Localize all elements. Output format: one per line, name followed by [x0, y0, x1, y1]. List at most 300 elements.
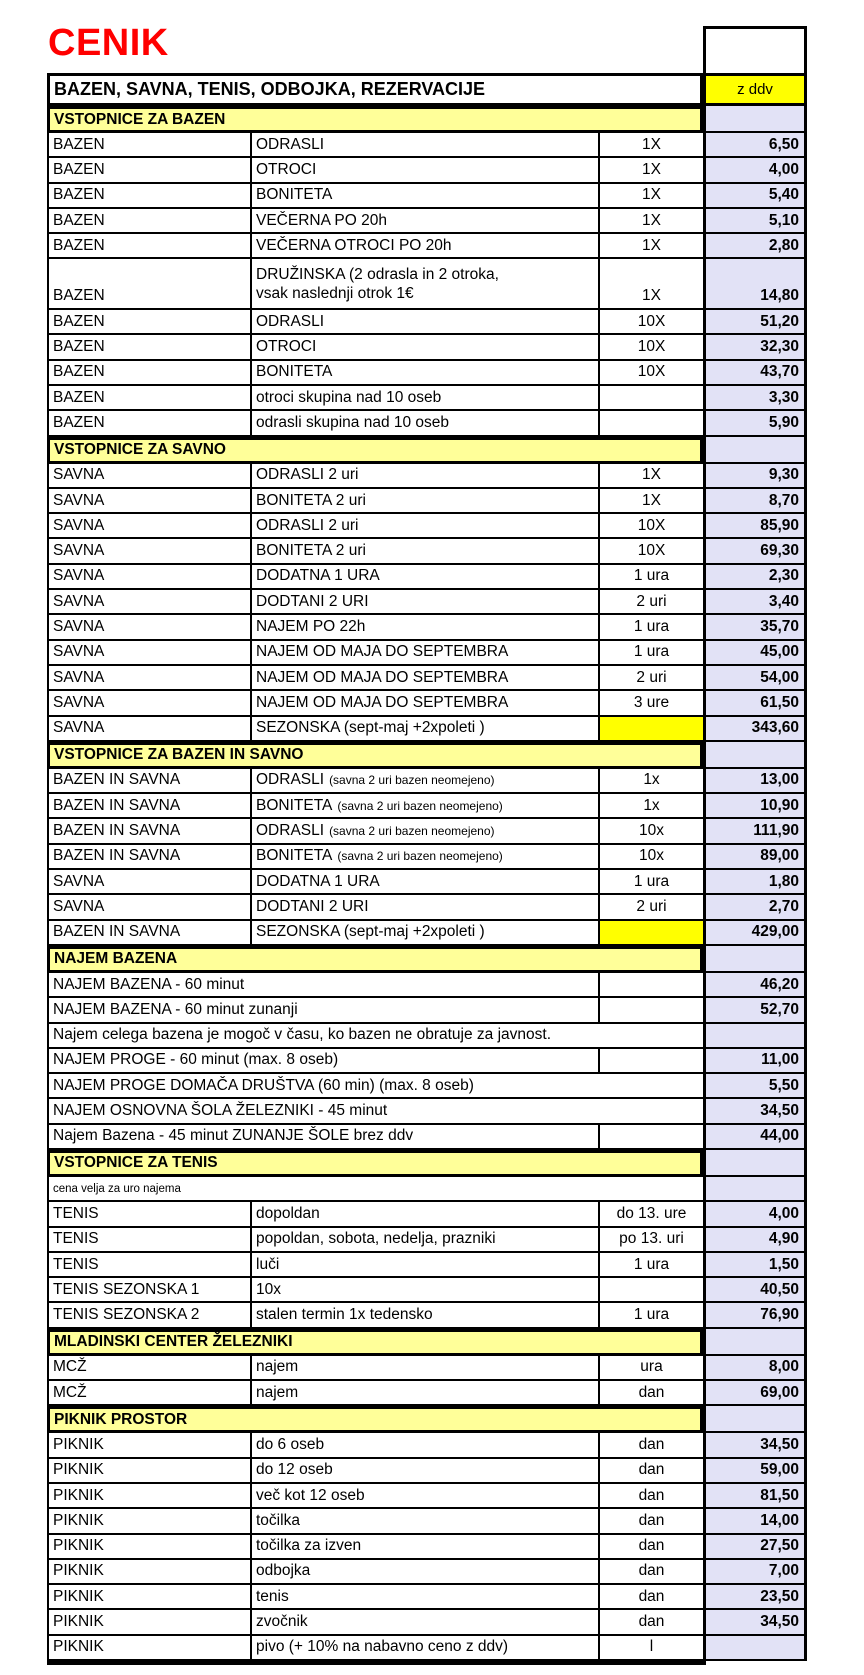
category-cell: SAVNA — [47, 464, 252, 489]
price-row — [47, 514, 807, 539]
description-text: DODATNA 1 URA — [256, 872, 380, 890]
price-cell: 4,90 — [703, 1228, 807, 1253]
unit-cell: 1X — [600, 464, 703, 489]
category-cell: BAZEN IN SAVNA — [47, 845, 252, 870]
description-text: DODATNA 1 URA — [256, 567, 380, 585]
unit-cell — [600, 1278, 703, 1303]
price-cell: 2,70 — [703, 895, 807, 920]
price-cell: 81,50 — [703, 1484, 807, 1509]
category-cell: MCŽ — [47, 1381, 252, 1406]
description-cell — [252, 717, 600, 742]
description-text: 10x — [256, 1280, 281, 1298]
description-cell — [252, 1509, 600, 1534]
description-cell — [252, 209, 600, 234]
description-cell — [252, 1381, 600, 1406]
section-price-cell — [703, 946, 807, 973]
category-cell: SAVNA — [47, 666, 252, 691]
table-header-row — [47, 73, 807, 106]
description-text: BONITETA 2 uri — [256, 542, 366, 560]
description-cell — [47, 1099, 703, 1124]
unit-cell: 1x — [600, 794, 703, 819]
description-cell — [252, 464, 600, 489]
section-title: VSTOPNICE ZA SAVNO — [47, 437, 703, 464]
price-cell: 429,00 — [703, 921, 807, 946]
category-cell: BAZEN — [47, 158, 252, 183]
unit-cell: do 13. ure — [600, 1202, 703, 1227]
description-text: ODRASLI — [256, 771, 325, 789]
price-row — [47, 717, 807, 742]
description-text: najem — [256, 1358, 299, 1376]
unit-cell — [600, 411, 703, 436]
unit-cell: l — [600, 1636, 703, 1661]
unit-cell — [600, 717, 703, 742]
section-row — [47, 106, 807, 133]
table-bottom-border — [47, 1661, 706, 1665]
description-cell — [252, 411, 600, 436]
description-cell — [252, 133, 600, 158]
price-cell: 59,00 — [703, 1459, 807, 1484]
price-row — [47, 1484, 807, 1509]
category-cell: PIKNIK — [47, 1585, 252, 1610]
price-row — [47, 1278, 807, 1303]
category-cell: BAZEN IN SAVNA — [47, 921, 252, 946]
category-cell: SAVNA — [47, 895, 252, 920]
price-cell: 111,90 — [703, 819, 807, 844]
price-table — [47, 73, 807, 1665]
description-text: ODRASLI 2 uri — [256, 516, 359, 534]
category-cell: SAVNA — [47, 641, 252, 666]
category-cell: SAVNA — [47, 590, 252, 615]
description-text: pivo (+ 10% na nabavno ceno z ddv) — [256, 1638, 509, 1656]
unit-cell: 1X — [600, 158, 703, 183]
unit-cell — [600, 973, 703, 998]
description-cell — [252, 870, 600, 895]
category-cell: BAZEN — [47, 310, 252, 335]
price-cell: 27,50 — [703, 1535, 807, 1560]
description-text: BONITETA — [256, 363, 333, 381]
category-cell: SAVNA — [47, 717, 252, 742]
description-cell — [252, 1459, 600, 1484]
price-cell: 4,00 — [703, 158, 807, 183]
price-row — [47, 870, 807, 895]
price-cell: 45,00 — [703, 641, 807, 666]
price-row — [47, 411, 807, 436]
category-cell: BAZEN — [47, 386, 252, 411]
section-price-cell — [703, 1329, 807, 1356]
unit-cell: 2 uri — [600, 895, 703, 920]
price-row — [47, 1099, 807, 1124]
price-row — [47, 1228, 807, 1253]
description-cell — [252, 1228, 600, 1253]
category-cell: SAVNA — [47, 514, 252, 539]
description-cell — [252, 819, 600, 844]
description-text: točilka za izven — [256, 1537, 362, 1555]
section-row — [47, 1406, 807, 1433]
category-cell: SAVNA — [47, 691, 252, 716]
category-cell: BAZEN — [47, 411, 252, 436]
section-title: VSTOPNICE ZA TENIS — [47, 1150, 703, 1177]
category-cell: PIKNIK — [47, 1535, 252, 1560]
unit-cell: dan — [600, 1585, 703, 1610]
unit-cell: 3 ure — [600, 691, 703, 716]
category-cell: BAZEN — [47, 209, 252, 234]
description-line2: vsak naslednji otrok 1€ — [256, 284, 414, 302]
unit-cell: 1 ura — [600, 870, 703, 895]
description-text: odbojka — [256, 1562, 311, 1580]
section-price-cell — [703, 742, 807, 769]
price-cell: 76,90 — [703, 1303, 807, 1328]
category-cell: TENIS SEZONSKA 1 — [47, 1278, 252, 1303]
price-cell — [703, 1636, 807, 1661]
description-cell — [252, 1202, 600, 1227]
price-cell: 69,30 — [703, 539, 807, 564]
description-text: točilka — [256, 1511, 300, 1529]
category-cell: SAVNA — [47, 539, 252, 564]
description-cell — [252, 1356, 600, 1381]
price-cell: 343,60 — [703, 717, 807, 742]
description-text: luči — [256, 1255, 280, 1273]
description-cell — [252, 794, 600, 819]
price-cell: 5,90 — [703, 411, 807, 436]
unit-cell: 1 ura — [600, 1253, 703, 1278]
price-row — [47, 998, 807, 1023]
price-cell: 46,20 — [703, 973, 807, 998]
price-cell: 23,50 — [703, 1585, 807, 1610]
category-cell: BAZEN — [47, 361, 252, 386]
description-text: dopoldan — [256, 1204, 320, 1222]
description-cell — [252, 489, 600, 514]
unit-cell: 2 uri — [600, 590, 703, 615]
category-cell: SAVNA — [47, 489, 252, 514]
section-price-cell — [703, 1150, 807, 1177]
price-row — [47, 539, 807, 564]
price-cell: 69,00 — [703, 1381, 807, 1406]
category-cell: PIKNIK — [47, 1509, 252, 1534]
price-row — [47, 1535, 807, 1560]
unit-cell: 1X — [600, 234, 703, 259]
description-text: VEČERNA PO 20h — [256, 211, 387, 229]
description-cell — [252, 335, 600, 360]
section-row — [47, 437, 807, 464]
price-cell: 44,00 — [703, 1125, 807, 1150]
unit-cell: po 13. uri — [600, 1228, 703, 1253]
price-cell: 40,50 — [703, 1278, 807, 1303]
unit-cell: 1X — [600, 133, 703, 158]
description-text: stalen termin 1x tedensko — [256, 1306, 433, 1324]
table-header-cell: BAZEN, SAVNA, TENIS, ODBOJKA, REZERVACIJE — [47, 73, 703, 106]
description-cell — [47, 1074, 703, 1099]
description-text: SEZONSKA (sept-maj +2xpoleti ) — [256, 719, 485, 737]
price-row — [47, 895, 807, 920]
price-cell: 7,00 — [703, 1560, 807, 1585]
description-text: BONITETA — [256, 186, 333, 204]
price-cell: 3,40 — [703, 590, 807, 615]
price-cell: 85,90 — [703, 514, 807, 539]
unit-cell — [600, 1049, 703, 1074]
price-row — [47, 1560, 807, 1585]
description-text: NAJEM OD MAJA DO SEPTEMBRA — [256, 643, 509, 661]
description-cell — [252, 769, 600, 794]
unit-cell: dan — [600, 1610, 703, 1635]
description-cell — [252, 641, 600, 666]
category-cell: BAZEN — [47, 184, 252, 209]
price-row — [47, 641, 807, 666]
price-cell: 14,00 — [703, 1509, 807, 1534]
unit-cell — [600, 386, 703, 411]
price-cell — [703, 1177, 807, 1202]
section-price-cell — [703, 437, 807, 464]
price-cell: 89,00 — [703, 845, 807, 870]
description-text: do 12 oseb — [256, 1461, 333, 1479]
price-cell: 35,70 — [703, 615, 807, 640]
section-title: PIKNIK PROSTOR — [47, 1406, 703, 1433]
description-text: OTROCI — [256, 160, 317, 178]
unit-cell: 1 ura — [600, 565, 703, 590]
category-cell: BAZEN IN SAVNA — [47, 819, 252, 844]
description-text: BONITETA — [256, 796, 333, 814]
description-small-text: (savna 2 uri bazen neomejeno) — [329, 773, 495, 788]
unit-cell: dan — [600, 1509, 703, 1534]
price-cell: 34,50 — [703, 1099, 807, 1124]
description-cell: NAJEM PROGE - 60 minut (max. 8 oseb) — [47, 1049, 600, 1074]
category-cell: TENIS — [47, 1228, 252, 1253]
price-cell: 61,50 — [703, 691, 807, 716]
category-cell: PIKNIK — [47, 1459, 252, 1484]
unit-cell: 10X — [600, 539, 703, 564]
description-cell — [252, 565, 600, 590]
price-row — [47, 489, 807, 514]
description-cell — [252, 691, 600, 716]
price-cell: 13,00 — [703, 769, 807, 794]
price-row — [47, 1433, 807, 1458]
description-cell — [252, 1484, 600, 1509]
price-cell: 4,00 — [703, 1202, 807, 1227]
price-row — [47, 464, 807, 489]
price-cell: 32,30 — [703, 335, 807, 360]
description-cell — [252, 615, 600, 640]
section-title: VSTOPNICE ZA BAZEN IN SAVNO — [47, 742, 703, 769]
description-text: VEČERNA OTROCI PO 20h — [256, 236, 452, 254]
unit-cell: dan — [600, 1433, 703, 1458]
price-cell: 34,50 — [703, 1610, 807, 1635]
price-cell: 9,30 — [703, 464, 807, 489]
price-row — [47, 590, 807, 615]
section-price-cell — [703, 106, 807, 133]
price-row — [47, 310, 807, 335]
description-text: tenis — [256, 1587, 289, 1605]
description-cell — [252, 386, 600, 411]
price-row — [47, 666, 807, 691]
price-cell: 51,20 — [703, 310, 807, 335]
description-text: otroci skupina nad 10 oseb — [256, 388, 442, 406]
price-cell: 6,50 — [703, 133, 807, 158]
description-cell — [252, 514, 600, 539]
category-cell: SAVNA — [47, 615, 252, 640]
description-text: najem — [256, 1383, 299, 1401]
category-cell: BAZEN — [47, 335, 252, 360]
price-cell: 1,50 — [703, 1253, 807, 1278]
price-cell: 8,00 — [703, 1356, 807, 1381]
price-row — [47, 335, 807, 360]
unit-cell: 10X — [600, 310, 703, 335]
description-cell — [252, 234, 600, 259]
description-cell — [252, 1303, 600, 1328]
description-text: ODRASLI — [256, 135, 325, 153]
description-cell — [252, 921, 600, 946]
section-title: MLADINSKI CENTER ŽELEZNIKI — [47, 1329, 703, 1356]
price-row — [47, 234, 807, 259]
category-cell: BAZEN — [47, 259, 252, 310]
category-cell: PIKNIK — [47, 1484, 252, 1509]
price-cell: 43,70 — [703, 361, 807, 386]
price-row — [47, 1253, 807, 1278]
description-note: cena velja za uro najema — [53, 1182, 181, 1195]
price-row — [47, 615, 807, 640]
description-cell — [252, 895, 600, 920]
description-text: SEZONSKA (sept-maj +2xpoleti ) — [256, 923, 485, 941]
section-price-cell — [703, 1406, 807, 1433]
price-cell: 5,50 — [703, 1074, 807, 1099]
description-cell — [252, 184, 600, 209]
category-cell: TENIS — [47, 1253, 252, 1278]
unit-cell: 10x — [600, 819, 703, 844]
price-row — [47, 184, 807, 209]
price-cell: 52,70 — [703, 998, 807, 1023]
description-text: ODRASLI — [256, 822, 325, 840]
category-cell: BAZEN — [47, 133, 252, 158]
description-text: popoldan, sobota, nedelja, prazniki — [256, 1230, 496, 1248]
vat-column-top-box — [703, 26, 807, 73]
price-row — [47, 158, 807, 183]
description-cell — [252, 1433, 600, 1458]
price-cell: 11,00 — [703, 1049, 807, 1074]
unit-cell: 1x — [600, 769, 703, 794]
unit-cell — [600, 921, 703, 946]
price-row — [47, 1381, 807, 1406]
description-text: ODRASLI 2 uri — [256, 466, 359, 484]
price-row — [47, 1585, 807, 1610]
description-text: DRUŽINSKA (2 odrasla in 2 otroka, — [256, 265, 499, 283]
price-row — [47, 1177, 807, 1202]
description-cell — [252, 845, 600, 870]
price-cell: 34,50 — [703, 1433, 807, 1458]
description-text: NAJEM PO 22h — [256, 617, 366, 635]
category-cell: SAVNA — [47, 565, 252, 590]
description-cell: NAJEM BAZENA - 60 minut zunanji — [47, 998, 600, 1023]
price-row — [47, 1074, 807, 1099]
price-row — [47, 386, 807, 411]
unit-cell: 10X — [600, 335, 703, 360]
price-row — [47, 209, 807, 234]
price-row — [47, 361, 807, 386]
unit-cell: 1 ura — [600, 615, 703, 640]
category-cell: PIKNIK — [47, 1610, 252, 1635]
category-cell: BAZEN — [47, 234, 252, 259]
description-cell — [252, 1560, 600, 1585]
price-row — [47, 1024, 807, 1049]
price-row — [47, 1125, 807, 1150]
description-text: zvočnik — [256, 1613, 308, 1631]
category-cell: PIKNIK — [47, 1636, 252, 1661]
unit-cell: 1 ura — [600, 1303, 703, 1328]
price-row — [47, 1049, 807, 1074]
unit-cell: dan — [600, 1535, 703, 1560]
unit-cell: 10X — [600, 514, 703, 539]
unit-cell: 10x — [600, 845, 703, 870]
category-cell: MCŽ — [47, 1356, 252, 1381]
unit-cell: 1X — [600, 489, 703, 514]
description-text: do 6 oseb — [256, 1436, 325, 1453]
unit-cell: 1X — [600, 184, 703, 209]
description-cell — [252, 1535, 600, 1560]
price-row — [47, 769, 807, 794]
price-row — [47, 1202, 807, 1227]
description-text: odrasli skupina nad 10 oseb — [256, 413, 450, 431]
unit-cell: ura — [600, 1356, 703, 1381]
description-text: NAJEM OSNOVNA ŠOLA ŽELEZNIKI - 45 minut — [53, 1102, 388, 1120]
description-text: ODRASLI — [256, 312, 325, 330]
description-cell: NAJEM BAZENA - 60 minut — [47, 973, 600, 998]
description-cell — [252, 1585, 600, 1610]
price-row — [47, 845, 807, 870]
price-row — [47, 1636, 807, 1661]
unit-cell: dan — [600, 1484, 703, 1509]
description-small-text: (savna 2 uri bazen neomejeno) — [329, 824, 495, 839]
description-text: NAJEM OD MAJA DO SEPTEMBRA — [256, 668, 509, 686]
price-cell: 10,90 — [703, 794, 807, 819]
description-cell — [252, 259, 600, 310]
price-row — [47, 819, 807, 844]
price-cell: 2,80 — [703, 234, 807, 259]
price-row — [47, 1509, 807, 1534]
price-row — [47, 133, 807, 158]
description-text: BONITETA — [256, 847, 333, 865]
description-cell — [252, 539, 600, 564]
section-title: NAJEM BAZENA — [47, 946, 703, 973]
category-cell: PIKNIK — [47, 1433, 252, 1458]
section-title: VSTOPNICE ZA BAZEN — [47, 106, 703, 133]
price-row — [47, 1303, 807, 1328]
page-title: CENIK — [48, 22, 169, 64]
unit-cell: 1X — [600, 259, 703, 310]
section-row — [47, 742, 807, 769]
description-cell — [252, 666, 600, 691]
unit-cell: 10X — [600, 361, 703, 386]
description-cell — [252, 361, 600, 386]
description-cell — [47, 1024, 703, 1049]
price-row — [47, 1356, 807, 1381]
category-cell: BAZEN IN SAVNA — [47, 769, 252, 794]
price-row — [47, 1459, 807, 1484]
unit-cell: 1 ura — [600, 641, 703, 666]
price-row — [47, 1610, 807, 1635]
section-row — [47, 946, 807, 973]
price-cell: 2,30 — [703, 565, 807, 590]
description-cell — [252, 158, 600, 183]
category-cell: PIKNIK — [47, 1560, 252, 1585]
price-row — [47, 259, 807, 310]
description-text: Najem celega bazena je mogoč v času, ko bazen ne obratuje za javnost. — [53, 1026, 552, 1044]
description-cell — [252, 310, 600, 335]
price-cell: 1,80 — [703, 870, 807, 895]
price-cell: 5,40 — [703, 184, 807, 209]
category-cell: TENIS SEZONSKA 2 — [47, 1303, 252, 1328]
category-cell: SAVNA — [47, 870, 252, 895]
unit-cell: dan — [600, 1560, 703, 1585]
description-text: BONITETA 2 uri — [256, 491, 366, 509]
price-row — [47, 794, 807, 819]
description-cell — [252, 1253, 600, 1278]
